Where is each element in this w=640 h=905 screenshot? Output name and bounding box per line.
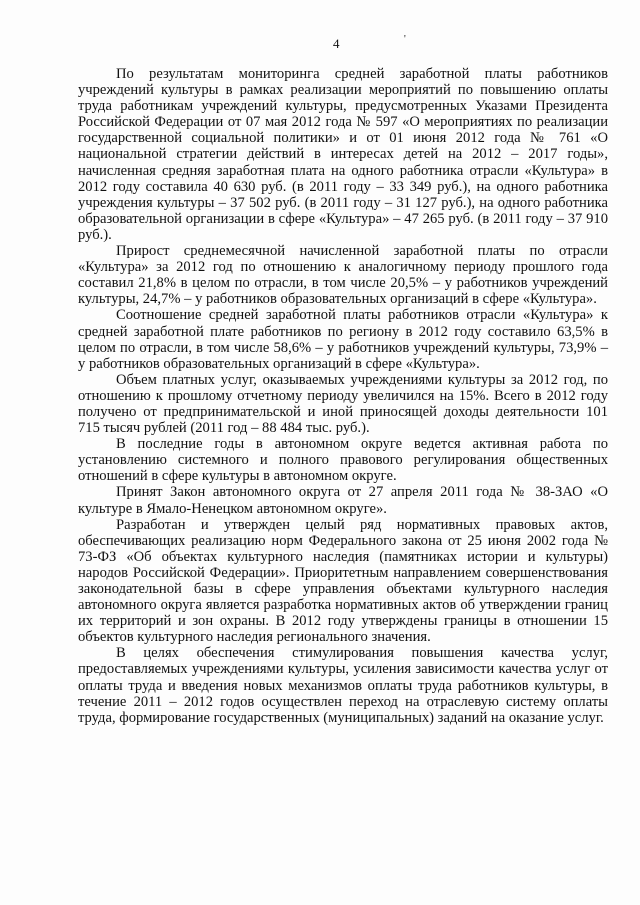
paragraph-pay-system: В целях обеспечения стимулирования повышения качества услуг, предоставляемых учреждениями культуры, усиления зависимости качества услуг от оплаты труда и введения новых механизмов оплаты труда работников культуры, в течение 2011 – 2012 годов осуществлен переход на отраслевую систему оплаты труда, формирование государственных (муниципальных) заданий на оказание услуг.: [78, 645, 608, 726]
paragraph-salary-ratio: Соотношение средней заработной платы работников отрасли «Культура» к средней заработной плате работников по региону в 2012 году составило 63,5% в целом по отрасли, в том числе 58,6% – у работников учреждений культуры, 73,9% – у работников образовательных организаций в сфере «Культура».: [78, 307, 608, 372]
paragraph-salary-growth: Прирост среднемесячной начисленной заработной платы по отрасли «Культура» за 2012 год по отношению к аналогичному периоду прошлого года составил 21,8% в целом по отрасли, в том числе 20,5% – у работников учреждений культуры, 24,7% – у работников образовательных организаций в сфере «Культура».: [78, 243, 608, 308]
paragraph-legal-regulation: В последние годы в автономном округе ведется активная работа по установлению системного и полного правового регулирования общественных отношений в сфере культуры в автономном округе.: [78, 436, 608, 485]
scan-mark: ': [404, 34, 406, 45]
paragraph-salary-monitoring: По результатам мониторинга средней заработной платы работников учреждений культуры в рамках реализации мероприятий по повышению оплаты труда работникам учреждений культуры, предусмотренных Указами Президента Российской Федерации от 07 мая 2012 года № 597 «О мероприятиях по реализации государственной социальной политики» и от 01 июня 2012 года № 761 «О национальной стратегии действий в интересах детей на 2012 – 2017 годы», начисленная средняя заработная плата на одного работника отрасли «Культура» в 2012 году составила 40 630 руб. (в 2011 году – 33 349 руб.), на одного работника учреждения культуры – 37 502 руб. (в 2011 году – 31 127 руб.), на одного работника образовательной организации в сфере «Культура» – 47 265 руб. (в 2011 году – 37 910 руб.).: [78, 66, 608, 243]
paragraph-heritage-acts: Разработан и утвержден целый ряд нормативных правовых актов, обеспечивающих реализацию норм Федерального закона от 25 июня 2002 года № 73-ФЗ «Об объектах культурного наследия (памятниках истории и культуры) народов Российской Федерации». Приоритетным направлением совершенствования законодательной базы в сфере управления объектами культурного наследия автономного округа является разработка нормативных актов об утверждении границ их территорий и зон охраны. В 2012 году утверждены границы в отношении 15 объектов культурного наследия регионального значения.: [78, 516, 608, 646]
paragraph-culture-law: Принят Закон автономного округа от 27 апреля 2011 года № 38-ЗАО «О культуре в Ямало-Ненецком автономном округе».: [78, 484, 608, 517]
page-number: 4: [333, 36, 340, 51]
paragraph-paid-services: Объем платных услуг, оказываемых учреждениями культуры за 2012 год, по отношению к прошлому отчетному периоду увеличился на 15%. Всего в 2012 году получено от предпринимательской и иной приносящей доходы деятельности 101 715 тысяч рублей (2011 год – 88 484 тыс. руб.).: [78, 371, 608, 437]
document-body: [78, 66, 608, 726]
